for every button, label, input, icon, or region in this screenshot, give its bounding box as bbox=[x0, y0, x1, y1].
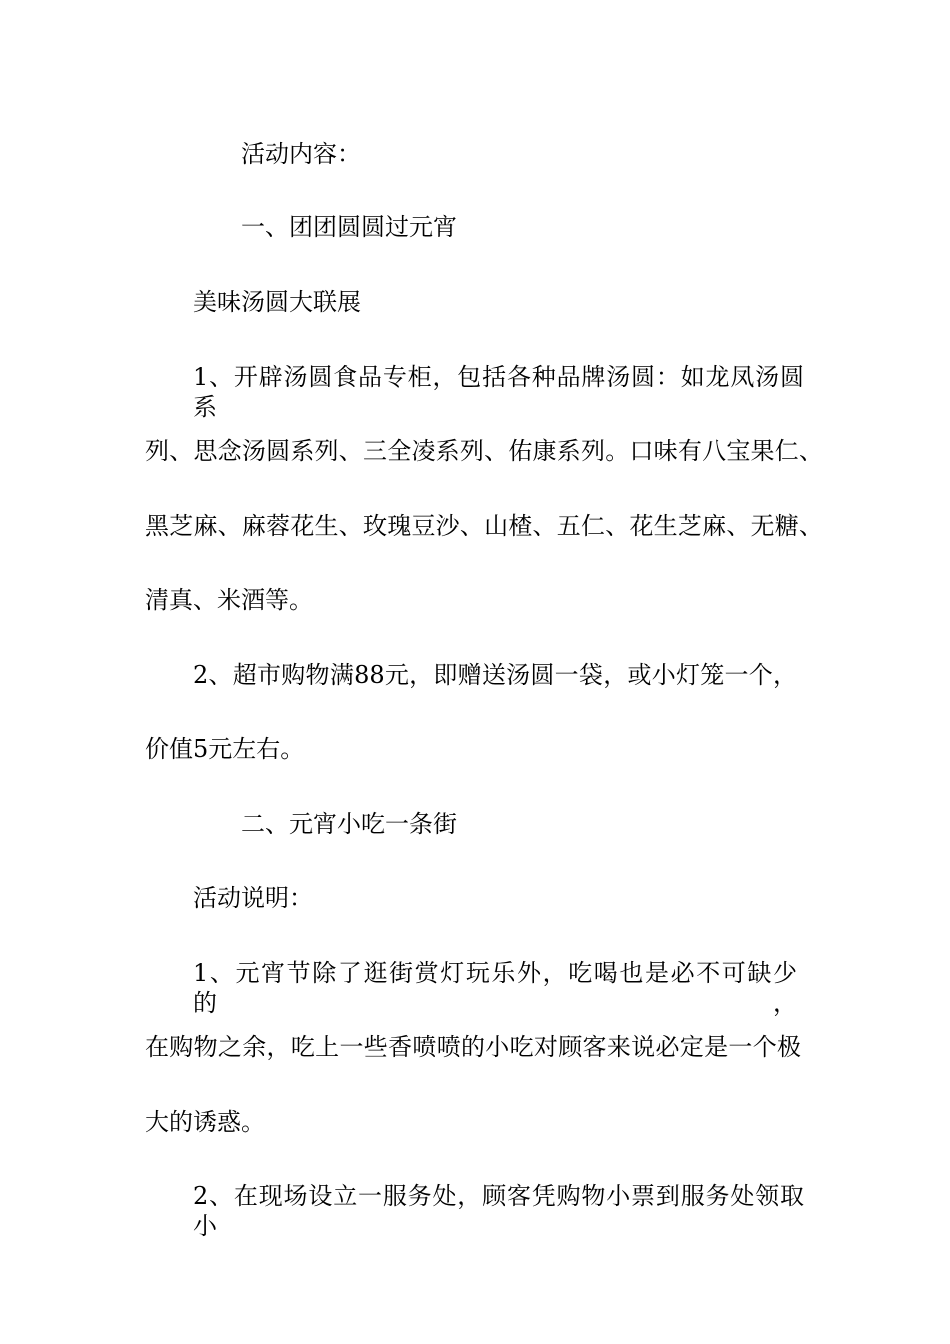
section-heading-activity-content: 活动内容： bbox=[241, 140, 361, 168]
paragraph-line: 2、超市购物满88元，即赠送汤圆一袋，或小灯笼一个， bbox=[193, 661, 797, 689]
section-heading-1: 一、团团圆圆过元宵 bbox=[241, 213, 457, 241]
paragraph-line: 大的诱惑。 bbox=[145, 1108, 265, 1136]
paragraph-line: 1、元宵节除了逛街赏灯玩乐外，吃喝也是必不可缺少的， bbox=[193, 959, 797, 1017]
section-heading-2: 二、元宵小吃一条街 bbox=[241, 810, 457, 838]
paragraph-line: 2、在现场设立一服务处，顾客凭购物小票到服务处领取小 bbox=[193, 1182, 804, 1240]
paragraph-line: 价值5元左右。 bbox=[145, 735, 305, 763]
paragraph-line: 1、开辟汤圆食品专柜，包括各种品牌汤圆：如龙凤汤圆系 bbox=[193, 363, 804, 421]
paragraph-line: 清真、米酒等。 bbox=[145, 586, 313, 614]
subheading-tangyuan-expo: 美味汤圆大联展 bbox=[193, 288, 361, 316]
subheading-activity-description: 活动说明： bbox=[193, 884, 313, 912]
paragraph-line: 黑芝麻、麻蓉花生、玫瑰豆沙、山楂、五仁、花生芝麻、无糖、 bbox=[145, 512, 823, 540]
paragraph-line: 列、思念汤圆系列、三全凌系列、佑康系列。口味有八宝果仁、 bbox=[145, 437, 823, 465]
paragraph-line: 在购物之余，吃上一些香喷喷的小吃对顾客来说必定是一个极 bbox=[145, 1033, 801, 1061]
